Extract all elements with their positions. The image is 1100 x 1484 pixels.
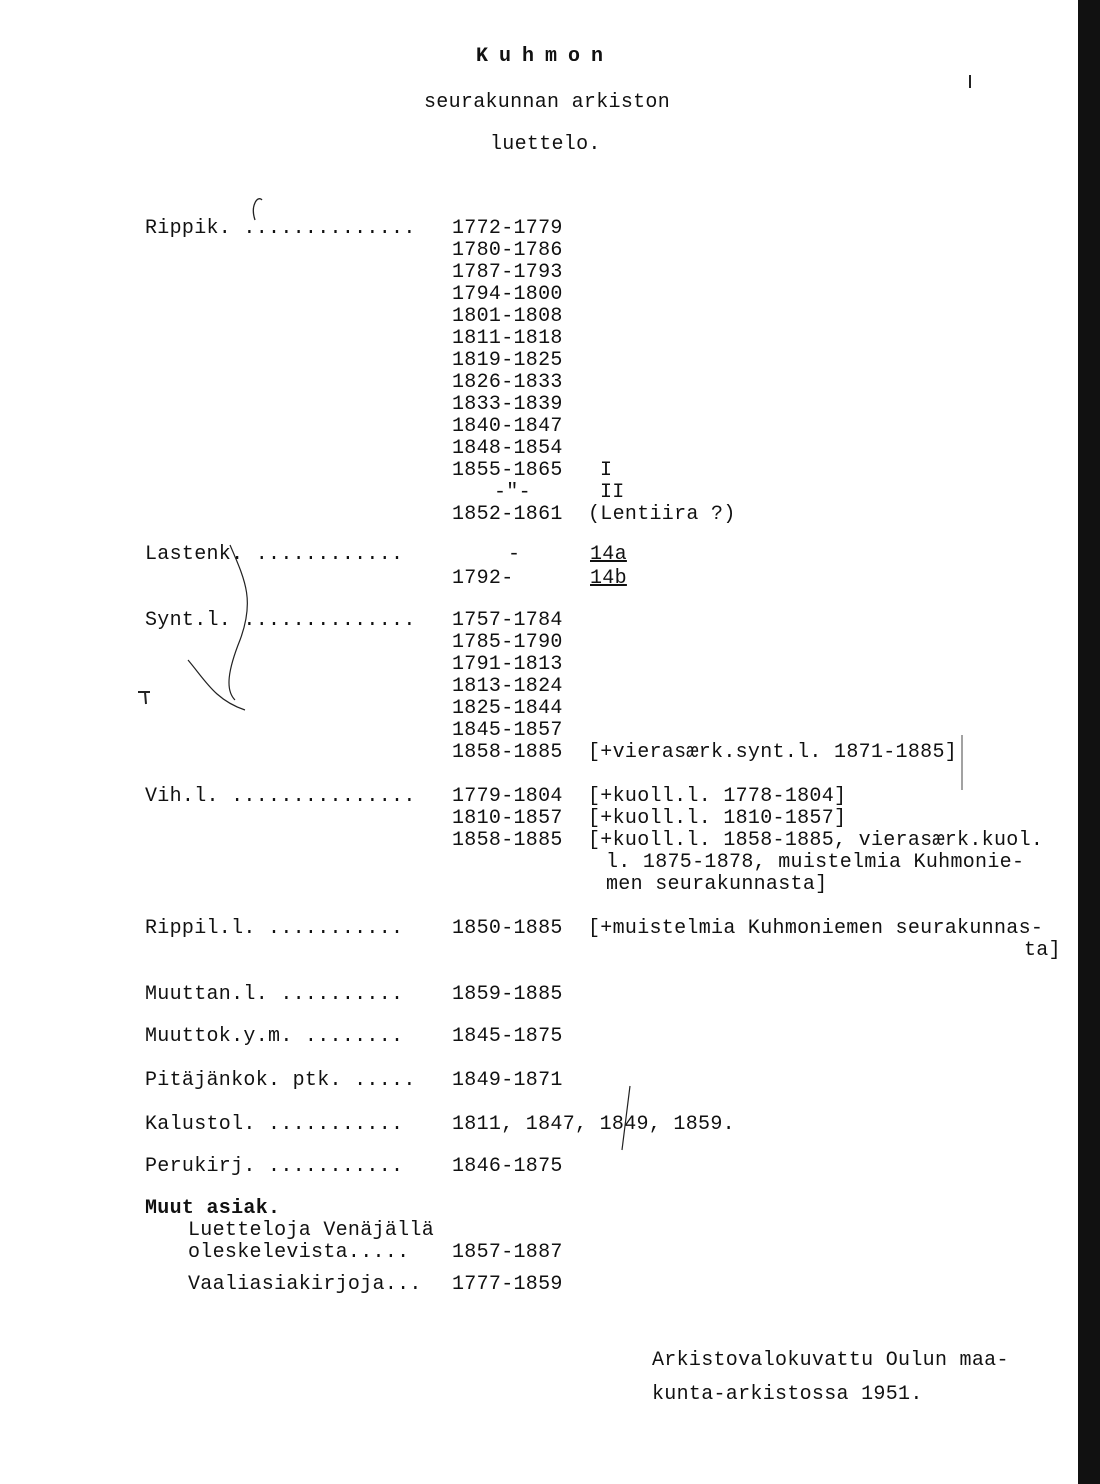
year-range: - — [508, 543, 521, 566]
label-vihl: Vih.l. ............... — [145, 785, 416, 808]
year-range: 1791-1813 — [452, 653, 563, 676]
label-muuttok: Muuttok.y.m. ........ — [145, 1025, 404, 1048]
year-range: 1819-1825 — [452, 349, 563, 372]
year-range: 1787-1793 — [452, 261, 563, 284]
year-range: 1858-1885 — [452, 829, 563, 852]
year-range: 1813-1824 — [452, 675, 563, 698]
document-subtitle: seurakunnan arkiston — [424, 91, 671, 114]
year-range: 1794-1800 — [452, 283, 563, 306]
year-range: 1846-1875 — [452, 1155, 563, 1178]
year-range: 1792- — [452, 567, 514, 590]
year-range: 1855-1865 — [452, 459, 563, 482]
year-range: 1777-1859 — [452, 1273, 563, 1296]
year-range: 1848-1854 — [452, 437, 563, 460]
sub-item-label: Vaaliasiakirjoja... — [188, 1273, 422, 1296]
year-range: 1833-1839 — [452, 393, 563, 416]
label-pitajankok: Pitäjänkok. ptk. ..... — [145, 1069, 416, 1092]
year-range: 1857-1887 — [452, 1241, 563, 1264]
label-perukirj: Perukirj. ........... — [145, 1155, 404, 1178]
label-muut-asiak: Muut asiak. — [145, 1197, 281, 1220]
additional-note: [+kuoll.l. 1810-1857] — [588, 807, 847, 830]
year-range: 1757-1784 — [452, 609, 563, 632]
year-range: 1779-1804 — [452, 785, 563, 808]
year-range: 1845-1857 — [452, 719, 563, 742]
year-range: 1840-1847 — [452, 415, 563, 438]
label-lastenk: Lastenk. ............ — [145, 543, 404, 566]
additional-note: ta] — [1024, 939, 1061, 962]
label-syntl: Synt.l. .............. — [145, 609, 416, 632]
year-range: 1858-1885 — [452, 741, 563, 764]
additional-note: [+kuoll.l. 1778-1804] — [588, 785, 847, 808]
label-rippil: Rippil.l. ........... — [145, 917, 404, 940]
additional-note: [+muistelmia Kuhmoniemen seurakunnas- — [588, 917, 1044, 940]
year-range: 1825-1844 — [452, 697, 563, 720]
ditto-mark: -"- — [494, 481, 531, 504]
year-range: 1811-1818 — [452, 327, 563, 350]
additional-note: men seurakunnasta] — [606, 873, 828, 896]
footer-note-2: kunta-arkistossa 1951. — [652, 1383, 923, 1406]
year-range: 1850-1885 — [452, 917, 563, 940]
sub-item-label: Luetteloja Venäjällä — [188, 1219, 435, 1242]
volume-note: (Lentiira ?) — [588, 503, 736, 526]
year-range: 1780-1786 — [452, 239, 563, 262]
year-range: 1845-1875 — [452, 1025, 563, 1048]
sub-item-label: oleskelevista..... — [188, 1241, 410, 1264]
year-range: 1801-1808 — [452, 305, 563, 328]
year-range: 1849-1871 — [452, 1069, 563, 1092]
label-kalustol: Kalustol. ........... — [145, 1113, 404, 1136]
volume-note: 14b — [590, 567, 627, 590]
volume-note: I — [600, 459, 613, 482]
footer-note: Arkistovalokuvattu Oulun maa- — [652, 1349, 1009, 1372]
year-range: 1785-1790 — [452, 631, 563, 654]
label-rippik: Rippik. .............. — [145, 217, 416, 240]
document-subtitle-2: luettelo. — [490, 133, 601, 156]
year-range: 1826-1833 — [452, 371, 563, 394]
additional-note: l. 1875-1878, muistelmia Kuhmonie- — [606, 851, 1025, 874]
year-range: 1859-1885 — [452, 983, 563, 1006]
year-list: 1811, 1847, 1849, 1859. — [452, 1113, 735, 1136]
year-range: 1810-1857 — [452, 807, 563, 830]
label-muuttan: Muuttan.l. .......... — [145, 983, 404, 1006]
year-range: 1772-1779 — [452, 217, 563, 240]
volume-note: 14a — [590, 543, 627, 566]
additional-note: [+vierasærk.synt.l. 1871-1885] — [588, 741, 958, 764]
document-title: Kuhmon — [476, 45, 615, 68]
year-range: 1852-1861 — [452, 503, 563, 526]
volume-note: II — [600, 481, 625, 504]
additional-note: [+kuoll.l. 1858-1885, vierasærk.kuol. — [588, 829, 1044, 852]
